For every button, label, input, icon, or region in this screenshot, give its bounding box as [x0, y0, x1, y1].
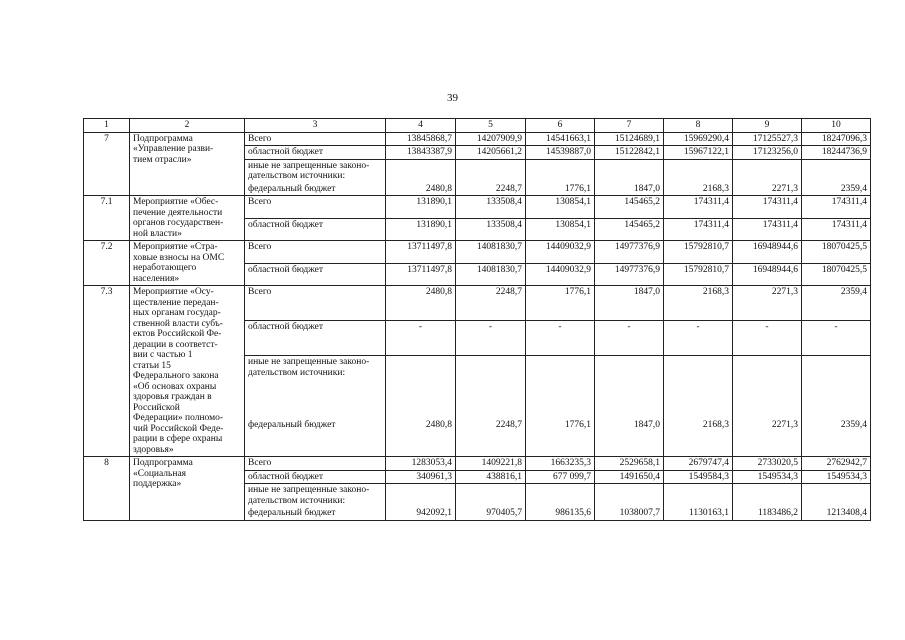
table-row — [84, 241, 871, 264]
funding-source: федеральный бюджет — [245, 183, 386, 196]
year-value: - — [802, 321, 871, 356]
year-value — [526, 484, 595, 508]
column-header: 1 — [84, 119, 130, 133]
year-value: 13843387,9 — [386, 146, 456, 160]
year-value: 2480,8 — [386, 417, 456, 456]
year-value: 2480,8 — [386, 183, 456, 196]
year-value: 14207909,9 — [456, 132, 526, 146]
column-header: 8 — [664, 119, 733, 133]
year-value: 17123256,0 — [733, 146, 802, 160]
year-value: 677 099,7 — [526, 470, 595, 484]
item-number: 8 — [84, 457, 130, 521]
year-value: 13845868,7 — [386, 132, 456, 146]
funding-source: областной бюджет — [245, 263, 386, 286]
year-value: 174311,4 — [802, 196, 871, 219]
year-value: 130854,1 — [526, 218, 595, 241]
year-value — [733, 356, 802, 417]
year-value: 2359,4 — [802, 417, 871, 456]
funding-source: областной бюджет — [245, 321, 386, 356]
year-value: 2248,7 — [456, 417, 526, 456]
year-value: 2248,7 — [456, 183, 526, 196]
table-row — [84, 196, 871, 219]
year-value: 2359,4 — [802, 183, 871, 196]
funding-source: областной бюджет — [245, 218, 386, 241]
year-value: 18247096,3 — [802, 132, 871, 146]
funding-source: областной бюджет — [245, 470, 386, 484]
year-value: 14977376,9 — [595, 241, 664, 264]
year-value: 1776,1 — [526, 286, 595, 321]
year-value — [802, 356, 871, 417]
year-value: 340961,3 — [386, 470, 456, 484]
year-value: 1130163,1 — [664, 507, 733, 520]
year-value: 970405,7 — [456, 507, 526, 520]
item-number: 7.3 — [84, 286, 130, 457]
funding-source: областной бюджет — [245, 146, 386, 160]
year-value: 18070425,5 — [802, 241, 871, 264]
year-value — [386, 356, 456, 417]
year-value: 16948944,6 — [733, 263, 802, 286]
year-value: - — [733, 321, 802, 356]
year-value: 1549534,3 — [733, 470, 802, 484]
year-value: 130854,1 — [526, 196, 595, 219]
year-value — [733, 484, 802, 508]
year-value: 174311,4 — [733, 218, 802, 241]
year-value: 2359,4 — [802, 286, 871, 321]
year-value: 1776,1 — [526, 183, 595, 196]
year-value: 1491650,4 — [595, 470, 664, 484]
year-value: - — [595, 321, 664, 356]
column-header: 2 — [130, 119, 245, 133]
year-value: 174311,4 — [664, 196, 733, 219]
year-value: 14409032,9 — [526, 263, 595, 286]
year-value — [456, 356, 526, 417]
year-value: 2529658,1 — [595, 457, 664, 471]
year-value: 133508,4 — [456, 218, 526, 241]
table-row — [84, 286, 871, 321]
item-name: Мероприятие «Стра- ховые взносы на ОМС неработающего населения» — [130, 241, 245, 286]
year-value: 15969290,4 — [664, 132, 733, 146]
item-number: 7 — [84, 132, 130, 196]
year-value: 15124689,1 — [595, 132, 664, 146]
item-name: Мероприятие «Осу- ществление передан- ных органам государ- ственной власти субъ- ектов Российской Фе- дерации в соответст- вии с частью 1 статьи 15 Федерального закона «Об основах охраны здоровья граждан в Российской Федерации» полномо- чий Российской Феде- рации в сфере охраны здоровья» — [130, 286, 245, 457]
year-value: - — [386, 321, 456, 356]
year-value: 1549534,3 — [802, 470, 871, 484]
year-value: 2480,8 — [386, 286, 456, 321]
year-value: 1663235,3 — [526, 457, 595, 471]
year-value — [595, 356, 664, 417]
year-value: 2271,3 — [733, 286, 802, 321]
year-value: 1776,1 — [526, 417, 595, 456]
year-value: 14541663,1 — [526, 132, 595, 146]
funding-source: Всего — [245, 196, 386, 219]
year-value: 2168,3 — [664, 183, 733, 196]
year-value — [456, 484, 526, 508]
year-value — [802, 484, 871, 508]
year-value: 145465,2 — [595, 218, 664, 241]
year-value — [595, 159, 664, 183]
column-header: 9 — [733, 119, 802, 133]
table-row — [84, 132, 871, 146]
year-value — [526, 356, 595, 417]
year-value: 133508,4 — [456, 196, 526, 219]
year-value: 986135,6 — [526, 507, 595, 520]
year-value: 1283053,4 — [386, 457, 456, 471]
header-row — [84, 119, 871, 133]
year-value: 1038007,7 — [595, 507, 664, 520]
column-header: 5 — [456, 119, 526, 133]
year-value: 1549584,3 — [664, 470, 733, 484]
year-value: 1183486,2 — [733, 507, 802, 520]
year-value: 2679747,4 — [664, 457, 733, 471]
year-value — [386, 484, 456, 508]
item-number: 7.2 — [84, 241, 130, 286]
item-name: Мероприятие «Обес- печение деятельности органов государствен- ной власти» — [130, 196, 245, 241]
year-value: 145465,2 — [595, 196, 664, 219]
page-number: 39 — [447, 92, 458, 104]
year-value: 1847,0 — [595, 183, 664, 196]
year-value: 131890,1 — [386, 196, 456, 219]
item-name: Подпрограмма «Управление разви- тием отрасли» — [130, 132, 245, 196]
funding-source: Всего — [245, 241, 386, 264]
column-header: 4 — [386, 119, 456, 133]
funding-source: Всего — [245, 286, 386, 321]
year-value: 18070425,5 — [802, 263, 871, 286]
funding-source: иные не запрещенные законо- дательством источники: — [245, 159, 386, 183]
year-value: 2248,7 — [456, 286, 526, 321]
year-value: 174311,4 — [664, 218, 733, 241]
year-value: 14205661,2 — [456, 146, 526, 160]
year-value: 2168,3 — [664, 417, 733, 456]
year-value: 1847,0 — [595, 417, 664, 456]
year-value — [733, 159, 802, 183]
year-value: 14977376,9 — [595, 263, 664, 286]
year-value: 15122842,1 — [595, 146, 664, 160]
funding-source: федеральный бюджет — [245, 417, 386, 456]
year-value — [386, 159, 456, 183]
year-value: 14409032,9 — [526, 241, 595, 264]
column-header: 3 — [245, 119, 386, 133]
column-header: 6 — [526, 119, 595, 133]
year-value: 13711497,8 — [386, 263, 456, 286]
item-number: 7.1 — [84, 196, 130, 241]
year-value: 15967122,1 — [664, 146, 733, 160]
column-header: 7 — [595, 119, 664, 133]
year-value — [802, 159, 871, 183]
year-value: 15792810,7 — [664, 241, 733, 264]
year-value: - — [456, 321, 526, 356]
year-value: 942092,1 — [386, 507, 456, 520]
table-row — [84, 457, 871, 471]
year-value: 15792810,7 — [664, 263, 733, 286]
year-value — [664, 484, 733, 508]
year-value — [595, 484, 664, 508]
year-value — [526, 159, 595, 183]
year-value — [664, 159, 733, 183]
year-value: 2271,3 — [733, 417, 802, 456]
year-value: 2762942,7 — [802, 457, 871, 471]
column-header: 10 — [802, 119, 871, 133]
year-value: 14081830,7 — [456, 263, 526, 286]
funding-source: Всего — [245, 132, 386, 146]
budget-table — [83, 118, 871, 521]
year-value: 174311,4 — [802, 218, 871, 241]
year-value: 1213408,4 — [802, 507, 871, 520]
year-value: 438816,1 — [456, 470, 526, 484]
year-value: 16948944,6 — [733, 241, 802, 264]
year-value: 13711497,8 — [386, 241, 456, 264]
year-value: 17125527,3 — [733, 132, 802, 146]
funding-source: иные не запрещенные законо- дательством источники: — [245, 484, 386, 508]
year-value: - — [664, 321, 733, 356]
year-value: - — [526, 321, 595, 356]
year-value: 1409221,8 — [456, 457, 526, 471]
year-value: 1847,0 — [595, 286, 664, 321]
funding-source: федеральный бюджет — [245, 507, 386, 520]
funding-source: иные не запрещенные законо- дательством источники: — [245, 356, 386, 417]
item-name: Подпрограмма «Социальная поддержка» — [130, 457, 245, 521]
year-value: 131890,1 — [386, 218, 456, 241]
year-value: 2271,3 — [733, 183, 802, 196]
year-value: 2168,3 — [664, 286, 733, 321]
year-value: 14539887,0 — [526, 146, 595, 160]
year-value — [456, 159, 526, 183]
year-value: 2733020,5 — [733, 457, 802, 471]
funding-source: Всего — [245, 457, 386, 471]
year-value — [664, 356, 733, 417]
year-value: 18244736,9 — [802, 146, 871, 160]
year-value: 14081830,7 — [456, 241, 526, 264]
year-value: 174311,4 — [733, 196, 802, 219]
